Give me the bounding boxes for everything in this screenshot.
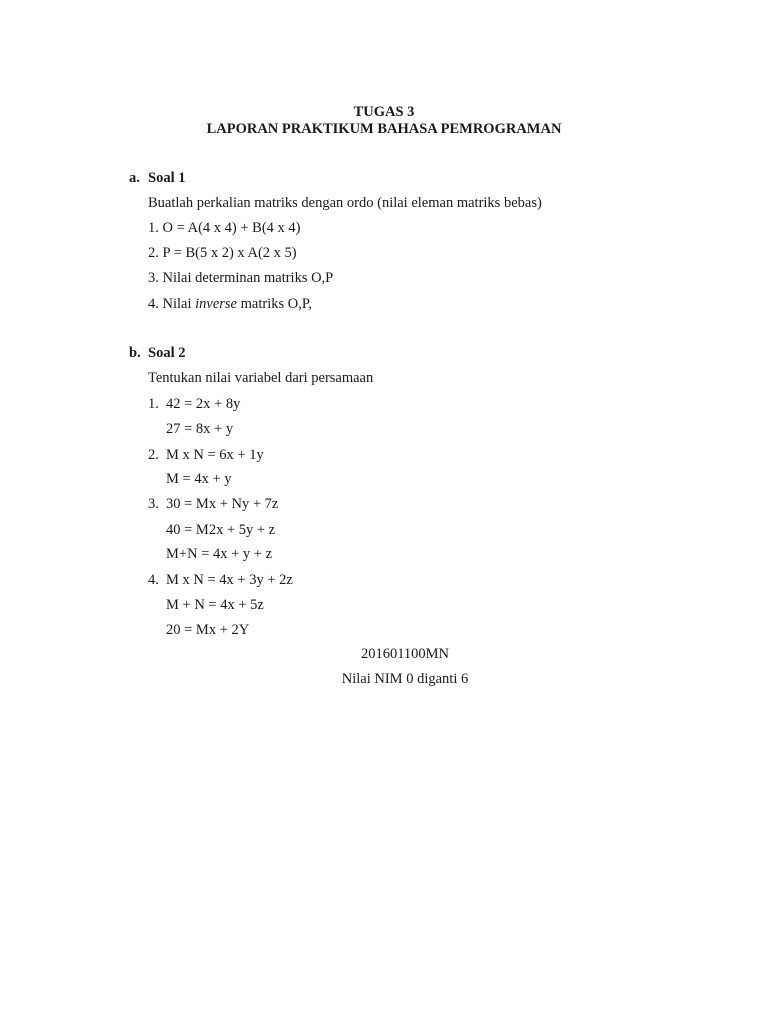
soal-2-item-4 — [148, 572, 293, 588]
section-heading-text: Soal 1 — [148, 170, 186, 186]
equation: 20 = Mx + 2Y — [166, 622, 250, 638]
item-number: 3. — [148, 496, 159, 512]
soal-2-item-3 — [148, 496, 278, 512]
item-4-italic: inverse — [195, 296, 237, 312]
equation: 40 = M2x + 5y + z — [166, 522, 276, 538]
nim-note: Nilai NIM 0 diganti 6 — [341, 671, 469, 687]
nim-label: 201601100MN — [360, 646, 450, 662]
soal-2-intro: Tentukan nilai variabel dari persamaan — [148, 370, 374, 386]
section-heading-text: Soal 2 — [148, 345, 186, 361]
soal-2-item-2 — [148, 447, 264, 463]
soal-1-item: 1. O = A(4 x 4) + B(4 x 4) — [148, 220, 301, 236]
soal-1-item: 2. P = B(5 x 2) x A(2 x 5) — [148, 245, 297, 261]
item-number: 2. — [148, 447, 159, 463]
soal-1-intro: Buatlah perkalian matriks dengan ordo (nilai eleman matriks bebas) — [148, 195, 542, 211]
item-number: 1. — [148, 396, 159, 412]
equation: M x N = 6x + 1y — [166, 447, 264, 463]
equation: M = 4x + y — [166, 471, 232, 487]
item-number: 4. — [148, 572, 159, 588]
equation: M+N = 4x + y + z — [166, 546, 273, 562]
equation: M x N = 4x + 3y + 2z — [166, 572, 293, 588]
equation: 30 = Mx + Ny + 7z — [166, 496, 279, 512]
equation: 42 = 2x + 8y — [166, 396, 241, 412]
item-4-suffix: matriks O,P, — [237, 296, 312, 312]
item-4-prefix: 4. Nilai — [148, 296, 196, 312]
soal-1-item-4 — [148, 296, 312, 312]
equation: 27 = 8x + y — [166, 421, 234, 437]
document-subtitle: LAPORAN PRAKTIKUM BAHASA PEMROGRAMAN — [206, 121, 562, 137]
soal-2-item-1 — [148, 396, 240, 412]
section-marker: b. — [129, 345, 141, 361]
document-title: TUGAS 3 — [353, 104, 415, 120]
equation: M + N = 4x + 5z — [166, 597, 264, 613]
section-marker: a. — [129, 170, 140, 186]
soal-1-item: 3. Nilai determinan matriks O,P — [148, 270, 334, 286]
